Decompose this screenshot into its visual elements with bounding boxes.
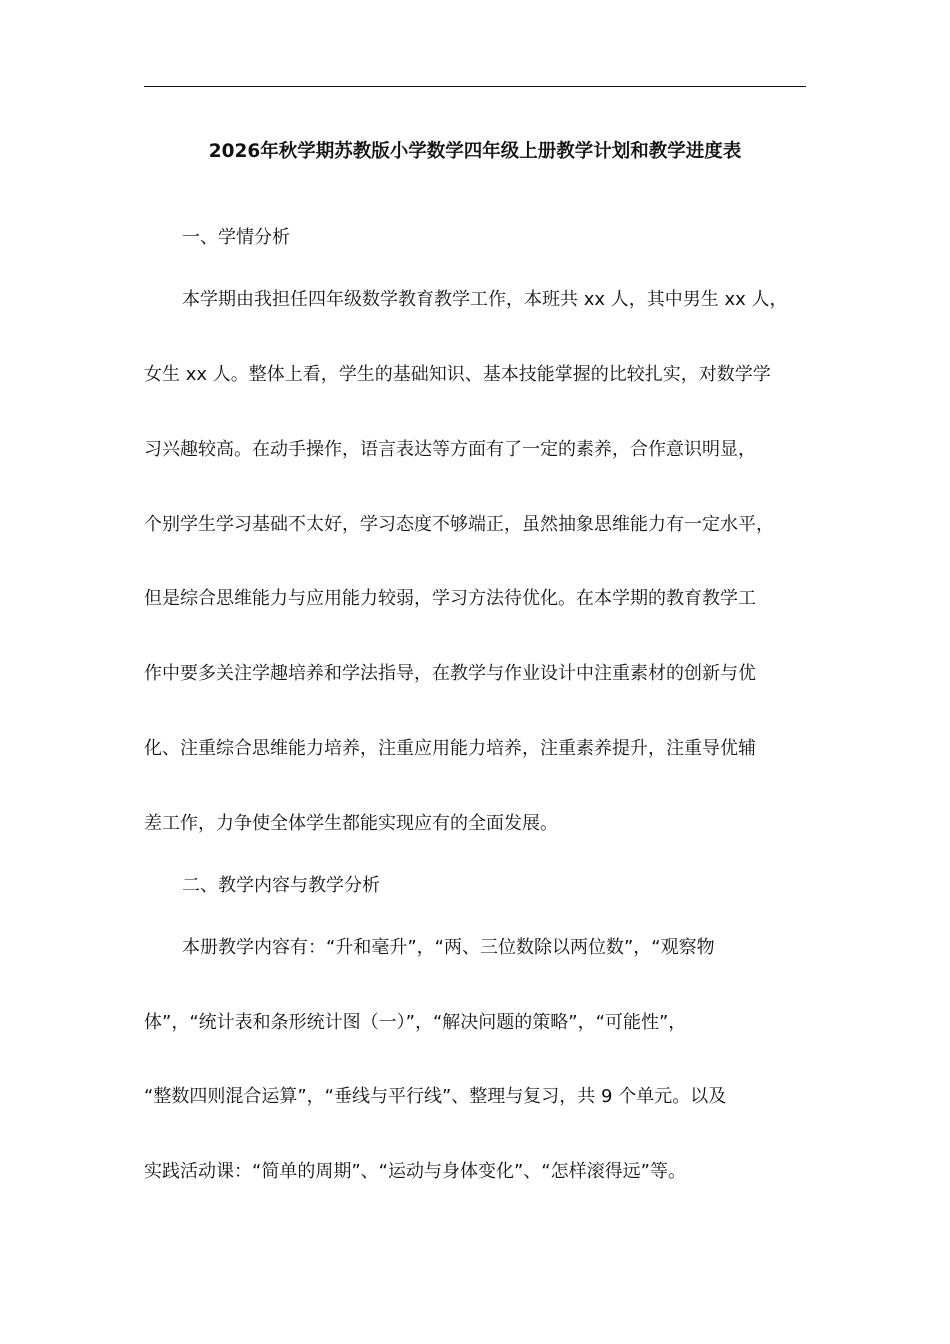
header-rule <box>144 86 806 87</box>
document-title: 2026年秋学期苏教版小学数学四年级上册教学计划和教学进度表 <box>208 141 742 162</box>
section-heading: 二、教学内容与教学分析 <box>182 875 380 896</box>
paragraph-line: 作中要多关注学趣培养和学法指导，在教学与作业设计中注重素材的创新与优 <box>144 663 756 684</box>
paragraph-line: 但是综合思维能力与应用能力较弱，学习方法待优化。在本学期的教育教学工 <box>144 588 756 609</box>
paragraph-line: 实践活动课：“简单的周期”、“运动与身体变化”、“怎样滚得远”等。 <box>144 1161 686 1182</box>
section-heading: 一、学情分析 <box>182 227 290 248</box>
paragraph-line: 化、注重综合思维能力培养，注重应用能力培养，注重素养提升，注重导优辅 <box>144 738 756 759</box>
paragraph-line: 本学期由我担任四年级数学教育教学工作，本班共 xx 人，其中男生 xx 人， <box>182 289 788 310</box>
paragraph-line: 女生 xx 人。整体上看，学生的基础知识、基本技能掌握的比较扎实，对数学学 <box>144 364 771 385</box>
paragraph-line: 个别学生学习基础不太好，学习态度不够端正，虽然抽象思维能力有一定水平， <box>144 514 774 535</box>
paragraph-line: 体”，“统计表和条形统计图（一）”，“解决问题的策略”，“可能性”， <box>144 1012 687 1033</box>
paragraph-line: 习兴趣较高。在动手操作，语言表达等方面有了一定的素养，合作意识明显， <box>144 439 756 460</box>
paragraph-line: 差工作，力争使全体学生都能实现应有的全面发展。 <box>144 813 558 834</box>
paragraph-line: “整数四则混合运算”，“垂线与平行线”、整理与复习，共 9 个单元。以及 <box>144 1086 727 1107</box>
paragraph-line: 本册教学内容有：“升和毫升”，“两、三位数除以两位数”，“观察物 <box>182 937 715 958</box>
